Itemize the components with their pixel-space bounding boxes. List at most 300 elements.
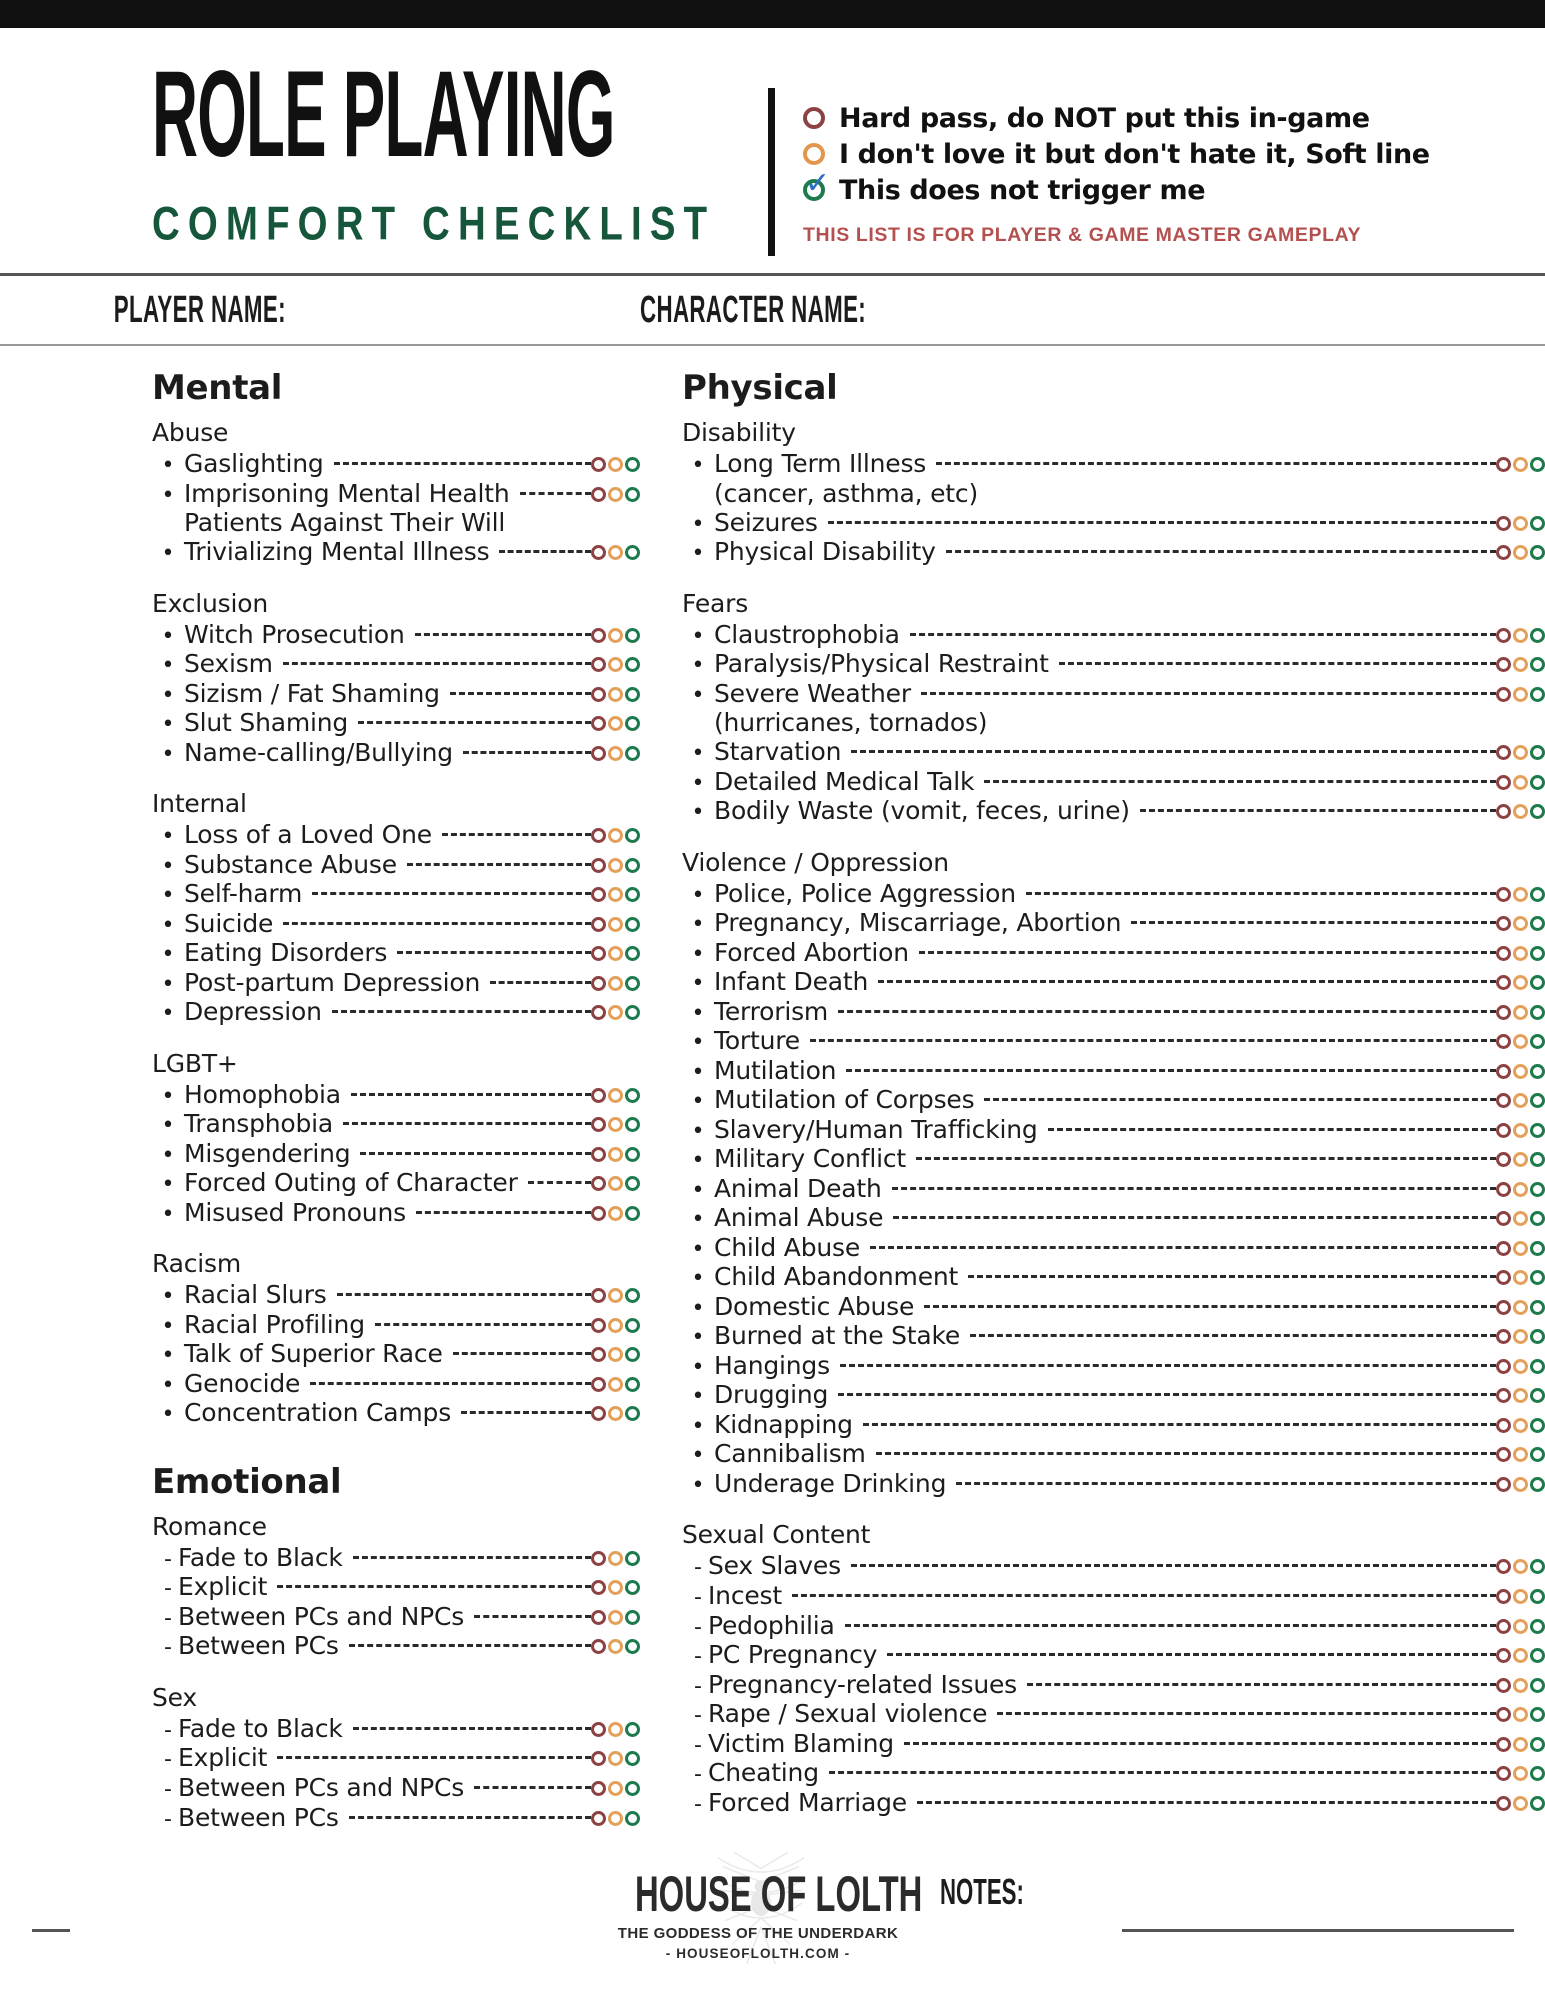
soft-line-circle[interactable] [1513,1064,1528,1079]
hard-pass-circle[interactable] [591,946,606,961]
no-trigger-circle[interactable] [1530,804,1545,819]
soft-line-circle[interactable] [608,687,623,702]
rating-marks [1496,745,1545,760]
no-trigger-circle[interactable] [1530,975,1545,990]
hard-pass-circle[interactable] [1496,1359,1511,1374]
hard-pass-circle[interactable] [591,1176,606,1191]
hard-pass-circle[interactable] [591,1610,606,1625]
soft-line-circle[interactable] [1513,1211,1528,1226]
checklist-item [152,620,640,650]
soft-line-circle[interactable] [608,716,623,731]
hard-pass-circle[interactable] [591,1811,606,1826]
checklist-item-label: Cheating [708,1758,819,1788]
soft-line-circle[interactable] [608,1147,623,1162]
rating-marks [1496,687,1545,702]
legend-item-no-trigger [803,166,1430,208]
no-trigger-circle[interactable] [1530,628,1545,643]
no-trigger-circle[interactable] [625,1751,640,1766]
soft-line-circle[interactable] [608,1781,623,1796]
checklist-item-label: Between PCs [178,1631,339,1661]
checklist-item [152,449,640,479]
soft-line-circle[interactable] [608,1377,623,1392]
hard-pass-circle[interactable] [1496,1766,1511,1781]
no-trigger-circle[interactable] [1530,1737,1545,1752]
hard-pass-circle[interactable] [591,1377,606,1392]
notes-write-line[interactable] [1122,1929,1514,1932]
checklist-item-label: Depression [184,997,322,1027]
soft-line-circle[interactable] [608,946,623,961]
soft-line-circle[interactable] [1513,1678,1528,1693]
no-trigger-circle[interactable] [1530,745,1545,760]
leader-dashes [453,1352,591,1355]
checklist-item [682,796,1545,826]
soft-line-circle[interactable] [1513,1034,1528,1049]
soft-line-circle[interactable] [1513,887,1528,902]
soft-line-circle[interactable] [1513,457,1528,472]
no-trigger-circle[interactable] [1530,887,1545,902]
rating-marks [591,1377,640,1392]
no-trigger-circle[interactable] [625,976,640,991]
no-trigger-circle[interactable] [1530,1447,1545,1462]
hard-pass-circle[interactable] [591,858,606,873]
checklist-item-label: Name-calling/Bullying [184,737,453,767]
soft-line-circle[interactable] [1513,1619,1528,1634]
checklist-item [152,1398,640,1428]
soft-line-circle[interactable] [608,545,623,560]
hard-pass-circle[interactable] [1496,1447,1511,1462]
hard-pass-circle[interactable] [1496,1737,1511,1752]
no-trigger-circle[interactable] [625,1722,640,1737]
legend [775,54,1430,247]
leader-dashes [463,751,591,754]
no-trigger-circle[interactable] [625,1639,640,1654]
soft-line-circle[interactable] [608,858,623,873]
rating-marks [1496,516,1545,531]
no-trigger-circle[interactable] [1530,1093,1545,1108]
checklist-item-label: Victim Blaming [708,1728,894,1758]
no-trigger-circle[interactable] [625,917,640,932]
no-trigger-circle[interactable] [625,1781,640,1796]
soft-line-circle[interactable] [1513,1648,1528,1663]
hard-pass-circle[interactable] [1496,1559,1511,1574]
no-trigger-circle[interactable] [1530,1359,1545,1374]
soft-line-circle[interactable] [608,1580,623,1595]
no-trigger-circle[interactable] [625,1206,640,1221]
leader-dashes [863,1423,1496,1426]
soft-line-circle[interactable] [608,1639,623,1654]
hard-pass-circle[interactable] [591,1551,606,1566]
hard-pass-circle[interactable] [591,1406,606,1421]
no-trigger-circle[interactable] [1530,1300,1545,1315]
no-trigger-circle[interactable] [1530,775,1545,790]
no-trigger-circle[interactable] [625,887,640,902]
checklist-columns [0,346,1545,1854]
checklist-item-label: Racial Slurs [184,1280,327,1310]
soft-line-circle[interactable] [1513,516,1528,531]
group-title: Fears [682,588,749,618]
soft-line-circle[interactable] [608,1610,623,1625]
no-trigger-circle[interactable] [625,628,640,643]
leader-dashes [946,550,1496,553]
hard-pass-circle[interactable] [1496,975,1511,990]
leader-dashes [916,1157,1496,1160]
hard-pass-circle[interactable] [1496,1589,1511,1604]
hard-pass-circle[interactable] [591,545,606,560]
hard-pass-circle[interactable] [591,1288,606,1303]
group-title: LGBT+ [152,1048,238,1078]
check-icon: ✓ [805,166,831,201]
hard-pass-circle[interactable] [1496,1796,1511,1811]
hard-pass-circle[interactable] [591,1347,606,1362]
dot-bullet-icon: • [161,453,175,478]
hard-pass-circle[interactable] [591,1147,606,1162]
dash-bullet-icon: - [694,1644,702,1670]
soft-line-circle[interactable] [608,1751,623,1766]
soft-line-circle[interactable] [1513,1447,1528,1462]
no-trigger-circle[interactable] [625,657,640,672]
soft-line-circle[interactable] [608,1551,623,1566]
soft-line-circle[interactable] [1513,1005,1528,1020]
hard-pass-circle[interactable] [591,1580,606,1595]
checklist-item [152,968,640,998]
soft-line-circle[interactable] [1513,1737,1528,1752]
rating-marks [591,545,640,560]
no-trigger-circle[interactable] [625,1318,640,1333]
checklist-item-label: Infant Death [714,967,869,997]
brand-logo [608,1867,923,1961]
no-trigger-circle[interactable] [625,1580,640,1595]
soft-line-circle[interactable] [1513,1152,1528,1167]
no-trigger-circle[interactable] [625,1088,640,1103]
checklist-item-label: Explicit [178,1743,268,1773]
hard-pass-circle[interactable] [591,1318,606,1333]
no-trigger-circle[interactable] [1530,1005,1545,1020]
rating-marks [1496,545,1545,560]
hard-pass-circle[interactable] [591,1781,606,1796]
hard-pass-circle[interactable] [591,1206,606,1221]
no-trigger-circle[interactable] [625,1811,640,1826]
no-trigger-circle[interactable] [1530,946,1545,961]
hard-pass-circle[interactable] [1496,1388,1511,1403]
checklist-item-label: Paralysis/Physical Restraint [714,649,1049,679]
no-trigger-circle[interactable] [1530,1241,1545,1256]
no-trigger-circle[interactable] [625,946,640,961]
checklist-item [682,1788,1545,1818]
hard-pass-circle[interactable] [1496,1270,1511,1285]
soft-line-circle[interactable] [608,1288,623,1303]
no-trigger-circle[interactable] [1530,1270,1545,1285]
no-trigger-circle[interactable] [1530,545,1545,560]
no-trigger-circle[interactable] [625,1551,640,1566]
no-trigger-circle[interactable] [1530,1064,1545,1079]
hard-pass-circle[interactable] [1496,1064,1511,1079]
no-trigger-circle[interactable] [625,746,640,761]
rating-marks [591,1206,640,1221]
leader-dashes [838,1393,1496,1396]
soft-line-circle[interactable] [1513,1093,1528,1108]
checklist-item [152,1369,640,1399]
hard-pass-circle[interactable] [1496,1005,1511,1020]
soft-line-circle[interactable] [608,746,623,761]
hard-pass-circle[interactable] [1496,628,1511,643]
hard-pass-circle[interactable] [1496,1477,1511,1492]
soft-line-circle[interactable] [1513,1418,1528,1433]
checklist-item [152,1168,640,1198]
rating-marks [1496,1359,1545,1374]
hard-pass-circle[interactable] [591,1088,606,1103]
soft-line-circle[interactable] [1513,1329,1528,1344]
checklist-item [152,1109,640,1139]
hard-pass-circle[interactable] [1496,745,1511,760]
checklist-item [152,679,640,709]
no-trigger-circle[interactable] [1530,457,1545,472]
hard-pass-circle[interactable] [591,487,606,502]
soft-line-circle[interactable] [608,1318,623,1333]
hard-pass-circle[interactable] [1496,1034,1511,1049]
soft-line-circle[interactable] [1513,1559,1528,1574]
dash-bullet-icon: - [694,1584,702,1610]
no-trigger-circle[interactable] [625,1347,640,1362]
no-trigger-circle[interactable] [625,687,640,702]
soft-line-circle[interactable] [608,1722,623,1737]
circle-outline-icon [803,143,825,165]
no-trigger-circle[interactable] [625,1005,640,1020]
soft-line-circle[interactable] [1513,1123,1528,1138]
hard-pass-circle[interactable] [1496,545,1511,560]
checklist-item [682,1115,1545,1145]
soft-line-circle[interactable] [1513,1796,1528,1811]
hard-pass-circle[interactable] [591,1722,606,1737]
circle-check-icon [803,166,831,201]
rating-marks [591,1088,640,1103]
hard-pass-circle[interactable] [591,1005,606,1020]
checklist-item-label: Talk of Superior Race [184,1339,443,1369]
soft-line-circle[interactable] [608,1088,623,1103]
soft-line-circle[interactable] [1513,1707,1528,1722]
hard-pass-circle[interactable] [1496,687,1511,702]
soft-line-circle[interactable] [608,628,623,643]
hard-pass-circle[interactable] [1496,1211,1511,1226]
checklist-item [152,1803,640,1833]
no-trigger-circle[interactable] [1530,1388,1545,1403]
hard-pass-circle[interactable] [1496,1678,1511,1693]
hard-pass-circle[interactable] [1496,1123,1511,1138]
hard-pass-circle[interactable] [1496,916,1511,931]
no-trigger-circle[interactable] [1530,1477,1545,1492]
leader-dashes [450,692,591,695]
hard-pass-circle[interactable] [1496,516,1511,531]
no-trigger-circle[interactable] [1530,1123,1545,1138]
no-trigger-circle[interactable] [1530,916,1545,931]
soft-line-circle[interactable] [1513,657,1528,672]
soft-line-circle[interactable] [608,917,623,932]
no-trigger-circle[interactable] [625,1117,640,1132]
checklist-item-label: Bodily Waste (vomit, feces, urine) [714,796,1130,826]
hard-pass-circle[interactable] [591,628,606,643]
no-trigger-circle[interactable] [1530,1766,1545,1781]
leader-dashes [810,1039,1496,1042]
checklist-item-label: Between PCs and NPCs [178,1601,465,1631]
soft-line-circle[interactable] [1513,1589,1528,1604]
dot-bullet-icon: • [691,541,705,567]
soft-line-circle[interactable] [1513,946,1528,961]
hard-pass-circle[interactable] [591,716,606,731]
hard-pass-circle[interactable] [1496,1418,1511,1433]
no-trigger-circle[interactable] [1530,1707,1545,1722]
checklist-item [682,1551,1545,1581]
no-trigger-circle[interactable] [625,1176,640,1191]
no-trigger-circle[interactable] [625,1377,640,1392]
leader-dashes [878,980,1496,983]
hard-pass-circle[interactable] [1496,1300,1511,1315]
checklist-item-label: Pregnancy, Miscarriage, Abortion [714,908,1122,938]
hard-pass-circle[interactable] [1496,775,1511,790]
soft-line-circle[interactable] [608,457,623,472]
hard-pass-circle[interactable] [1496,804,1511,819]
soft-line-circle[interactable] [1513,1241,1528,1256]
checklist-item [682,649,1545,679]
hard-pass-circle[interactable] [1496,946,1511,961]
dash-bullet-icon: - [694,1614,702,1640]
no-trigger-circle[interactable] [625,858,640,873]
no-trigger-circle[interactable] [1530,657,1545,672]
no-trigger-circle[interactable] [1530,1648,1545,1663]
group-block [682,418,1545,567]
soft-line-circle[interactable] [1513,804,1528,819]
no-trigger-circle[interactable] [625,457,640,472]
no-trigger-circle[interactable] [1530,1418,1545,1433]
hard-pass-circle[interactable] [1496,1329,1511,1344]
no-trigger-circle[interactable] [625,828,640,843]
no-trigger-circle[interactable] [1530,1182,1545,1197]
logo-tagline: THE GODDESS OF THE UNDERDARK [617,1925,899,1942]
hard-pass-circle[interactable] [591,976,606,991]
hard-pass-circle[interactable] [591,657,606,672]
soft-line-circle[interactable] [1513,628,1528,643]
hard-pass-circle[interactable] [1496,887,1511,902]
checklist-item-label: Fade to Black [178,1713,343,1743]
rating-marks [591,1610,640,1625]
dot-bullet-icon: • [161,1402,175,1428]
hard-pass-circle[interactable] [1496,1093,1511,1108]
soft-line-circle[interactable] [1513,1359,1528,1374]
soft-line-circle[interactable] [1513,1766,1528,1781]
checklist-item-label: Child Abuse [714,1232,861,1262]
soft-line-circle[interactable] [1513,1300,1528,1315]
no-trigger-circle[interactable] [1530,516,1545,531]
soft-line-circle[interactable] [608,828,623,843]
hard-pass-circle[interactable] [591,887,606,902]
checklist-item [152,1339,640,1369]
soft-line-circle[interactable] [1513,775,1528,790]
dot-bullet-icon: • [161,712,175,738]
no-trigger-circle[interactable] [1530,1329,1545,1344]
checklist-item-label: Military Conflict [714,1144,906,1174]
hard-pass-circle[interactable] [1496,457,1511,472]
hard-pass-circle[interactable] [591,687,606,702]
no-trigger-circle[interactable] [1530,1678,1545,1693]
no-trigger-circle[interactable] [1530,1589,1545,1604]
hard-pass-circle[interactable] [1496,1707,1511,1722]
soft-line-circle[interactable] [1513,916,1528,931]
soft-line-circle[interactable] [1513,745,1528,760]
rating-marks [1496,457,1545,472]
no-trigger-circle[interactable] [1530,1152,1545,1167]
hard-pass-circle[interactable] [591,828,606,843]
soft-line-circle[interactable] [608,1811,623,1826]
no-trigger-circle[interactable] [625,716,640,731]
no-trigger-circle[interactable] [625,487,640,502]
soft-line-circle[interactable] [1513,545,1528,560]
hard-pass-circle[interactable] [1496,1648,1511,1663]
no-trigger-circle[interactable] [625,1147,640,1162]
soft-line-circle[interactable] [608,1176,623,1191]
no-trigger-circle[interactable] [625,1406,640,1421]
hard-pass-circle[interactable] [1496,1152,1511,1167]
leader-dashes [984,780,1496,783]
hard-pass-circle[interactable] [591,1751,606,1766]
leader-dashes [828,521,1496,524]
hard-pass-circle[interactable] [591,457,606,472]
soft-line-circle[interactable] [608,1406,623,1421]
hard-pass-circle[interactable] [1496,1619,1511,1634]
hard-pass-circle[interactable] [591,746,606,761]
group-block [152,1683,640,1832]
hard-pass-circle[interactable] [591,1117,606,1132]
checklist-item-label: Slut Shaming [184,708,349,738]
leader-dashes [851,1564,1496,1567]
no-trigger-circle[interactable] [625,1610,640,1625]
soft-line-circle[interactable] [1513,1388,1528,1403]
checklist-item [682,1026,1545,1056]
soft-line-circle[interactable] [1513,687,1528,702]
soft-line-circle[interactable] [1513,1182,1528,1197]
checklist-item-label: Underage Drinking [714,1468,947,1498]
no-trigger-circle[interactable] [1530,1034,1545,1049]
leader-dashes [375,1323,591,1326]
no-trigger-circle[interactable] [1530,1796,1545,1811]
hard-pass-circle[interactable] [591,1639,606,1654]
soft-line-circle[interactable] [608,1347,623,1362]
hard-pass-circle[interactable] [1496,1182,1511,1197]
soft-line-circle[interactable] [608,487,623,502]
no-trigger-circle[interactable] [625,1288,640,1303]
no-trigger-circle[interactable] [1530,1211,1545,1226]
no-trigger-circle[interactable] [1530,1619,1545,1634]
soft-line-circle[interactable] [608,1117,623,1132]
soft-line-circle[interactable] [1513,1477,1528,1492]
dot-bullet-icon: • [691,941,705,967]
rating-marks [1496,1388,1545,1403]
hard-pass-circle[interactable] [591,917,606,932]
checklist-item [152,1080,640,1110]
group-title: Violence / Oppression [682,847,949,877]
soft-line-circle[interactable] [608,887,623,902]
soft-line-circle[interactable] [608,1005,623,1020]
soft-line-circle[interactable] [608,657,623,672]
hard-pass-circle[interactable] [1496,657,1511,672]
soft-line-circle[interactable] [1513,1270,1528,1285]
no-trigger-circle[interactable] [1530,687,1545,702]
soft-line-circle[interactable] [608,1206,623,1221]
no-trigger-circle[interactable] [1530,1559,1545,1574]
soft-line-circle[interactable] [608,976,623,991]
leader-dashes [520,492,592,495]
checklist-item-label: Long Term Illness [714,449,927,478]
no-trigger-circle[interactable] [625,545,640,560]
soft-line-circle[interactable] [1513,975,1528,990]
hard-pass-circle[interactable] [1496,1241,1511,1256]
